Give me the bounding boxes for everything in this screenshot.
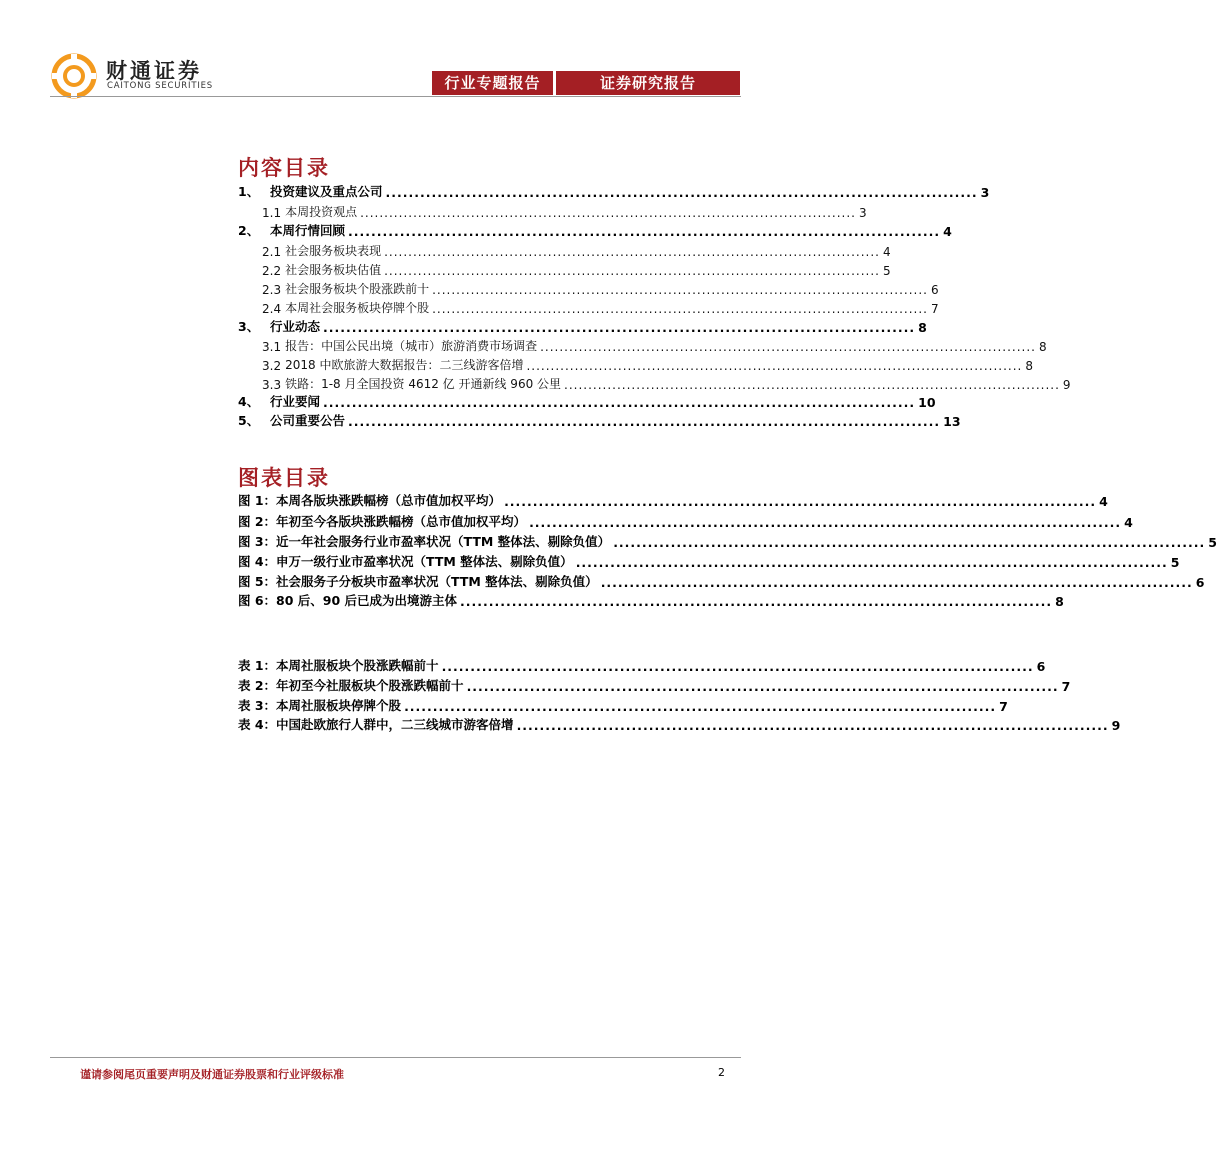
toc-entry[interactable]: 1、 投资建议及重点公司 ....................................................................................................... 3 — [238, 184, 990, 200]
table-entry[interactable]: 表 1：本周社服板块个股涨跌幅前十 ....................................................................................................... 6 — [238, 658, 1046, 674]
logo-english-name: CAITONG SECURITIES — [107, 81, 213, 91]
toc-title: 内容目录 — [238, 155, 330, 180]
caitong-logo-icon — [50, 52, 98, 100]
figure-entry[interactable]: 图 3：近一年社会服务行业市盈率状况（TTM 整体法、剔除负值） ....................................................................................................... 5 — [238, 534, 1217, 550]
toc-entry[interactable]: 3.2 2018 中欧旅游大数据报告：二三线游客倍增 ....................................................................................................... 8 — [262, 358, 1033, 373]
table-entry[interactable]: 表 2：年初至今社服板块个股涨跌幅前十 ....................................................................................................... 7 — [238, 678, 1071, 694]
report-category-tab: 证券研究报告 — [556, 71, 740, 95]
toc-entry[interactable]: 3、 行业动态 ....................................................................................................... 8 — [238, 319, 927, 335]
figure-list-title: 图表目录 — [238, 465, 330, 490]
toc-entry[interactable]: 2.2 社会服务板块估值 ....................................................................................................... 5 — [262, 263, 891, 278]
disclaimer-note: 谨请参阅尾页重要声明及财通证券股票和行业评级标准 — [80, 1068, 344, 1081]
figure-entry[interactable]: 图 4：申万一级行业市盈率状况（TTM 整体法、剔除负值） ....................................................................................................... 5 — [238, 554, 1180, 570]
toc-entry[interactable]: 5、 公司重要公告 ....................................................................................................... 13 — [238, 413, 961, 429]
toc-entry[interactable]: 1.1 本周投资观点 ....................................................................................................... 3 — [262, 205, 867, 220]
table-entry[interactable]: 表 4：中国赴欧旅行人群中，二三线城市游客倍增 ....................................................................................................... 9 — [238, 717, 1121, 733]
figure-entry[interactable]: 图 6：80 后、90 后已成为出境游主体 ....................................................................................................... 8 — [238, 593, 1064, 609]
toc-entry[interactable]: 3.1 报告：中国公民出境（城市）旅游消费市场调查 ....................................................................................................... 8 — [262, 339, 1047, 354]
page-number: 2 — [718, 1066, 725, 1079]
header-divider — [50, 96, 741, 97]
footer-divider — [50, 1057, 741, 1058]
table-entry[interactable]: 表 3：本周社服板块停牌个股 ....................................................................................................... 7 — [238, 698, 1008, 714]
toc-entry[interactable]: 3.3 铁路：1-8 月全国投资 4612 亿 开通新线 960 公里 ....................................................................................................... 9 — [262, 377, 1071, 392]
figure-entry[interactable]: 图 2：年初至今各版块涨跌幅榜（总市值加权平均） ....................................................................................................... 4 — [238, 514, 1133, 530]
figure-entry[interactable]: 图 5：社会服务子分板块市盈率状况（TTM 整体法、剔除负值） ....................................................................................................... 6 — [238, 574, 1205, 590]
toc-entry[interactable]: 2、 本周行情回顾 ....................................................................................................... 4 — [238, 223, 952, 239]
logo-chinese-name: 财通证券 — [106, 58, 202, 83]
figure-entry[interactable]: 图 1：本周各版块涨跌幅榜（总市值加权平均） ....................................................................................................... 4 — [238, 493, 1108, 509]
toc-entry[interactable]: 2.3 社会服务板块个股涨跌前十 ....................................................................................................... 6 — [262, 282, 939, 297]
toc-entry[interactable]: 4、 行业要闻 ....................................................................................................... 10 — [238, 394, 936, 410]
toc-entry[interactable]: 2.4 本周社会服务板块停牌个股 ....................................................................................................... 7 — [262, 301, 939, 316]
company-logo — [50, 52, 250, 100]
toc-entry[interactable]: 2.1 社会服务板块表现 ....................................................................................................... 4 — [262, 244, 891, 259]
report-type-tab: 行业专题报告 — [432, 71, 553, 95]
